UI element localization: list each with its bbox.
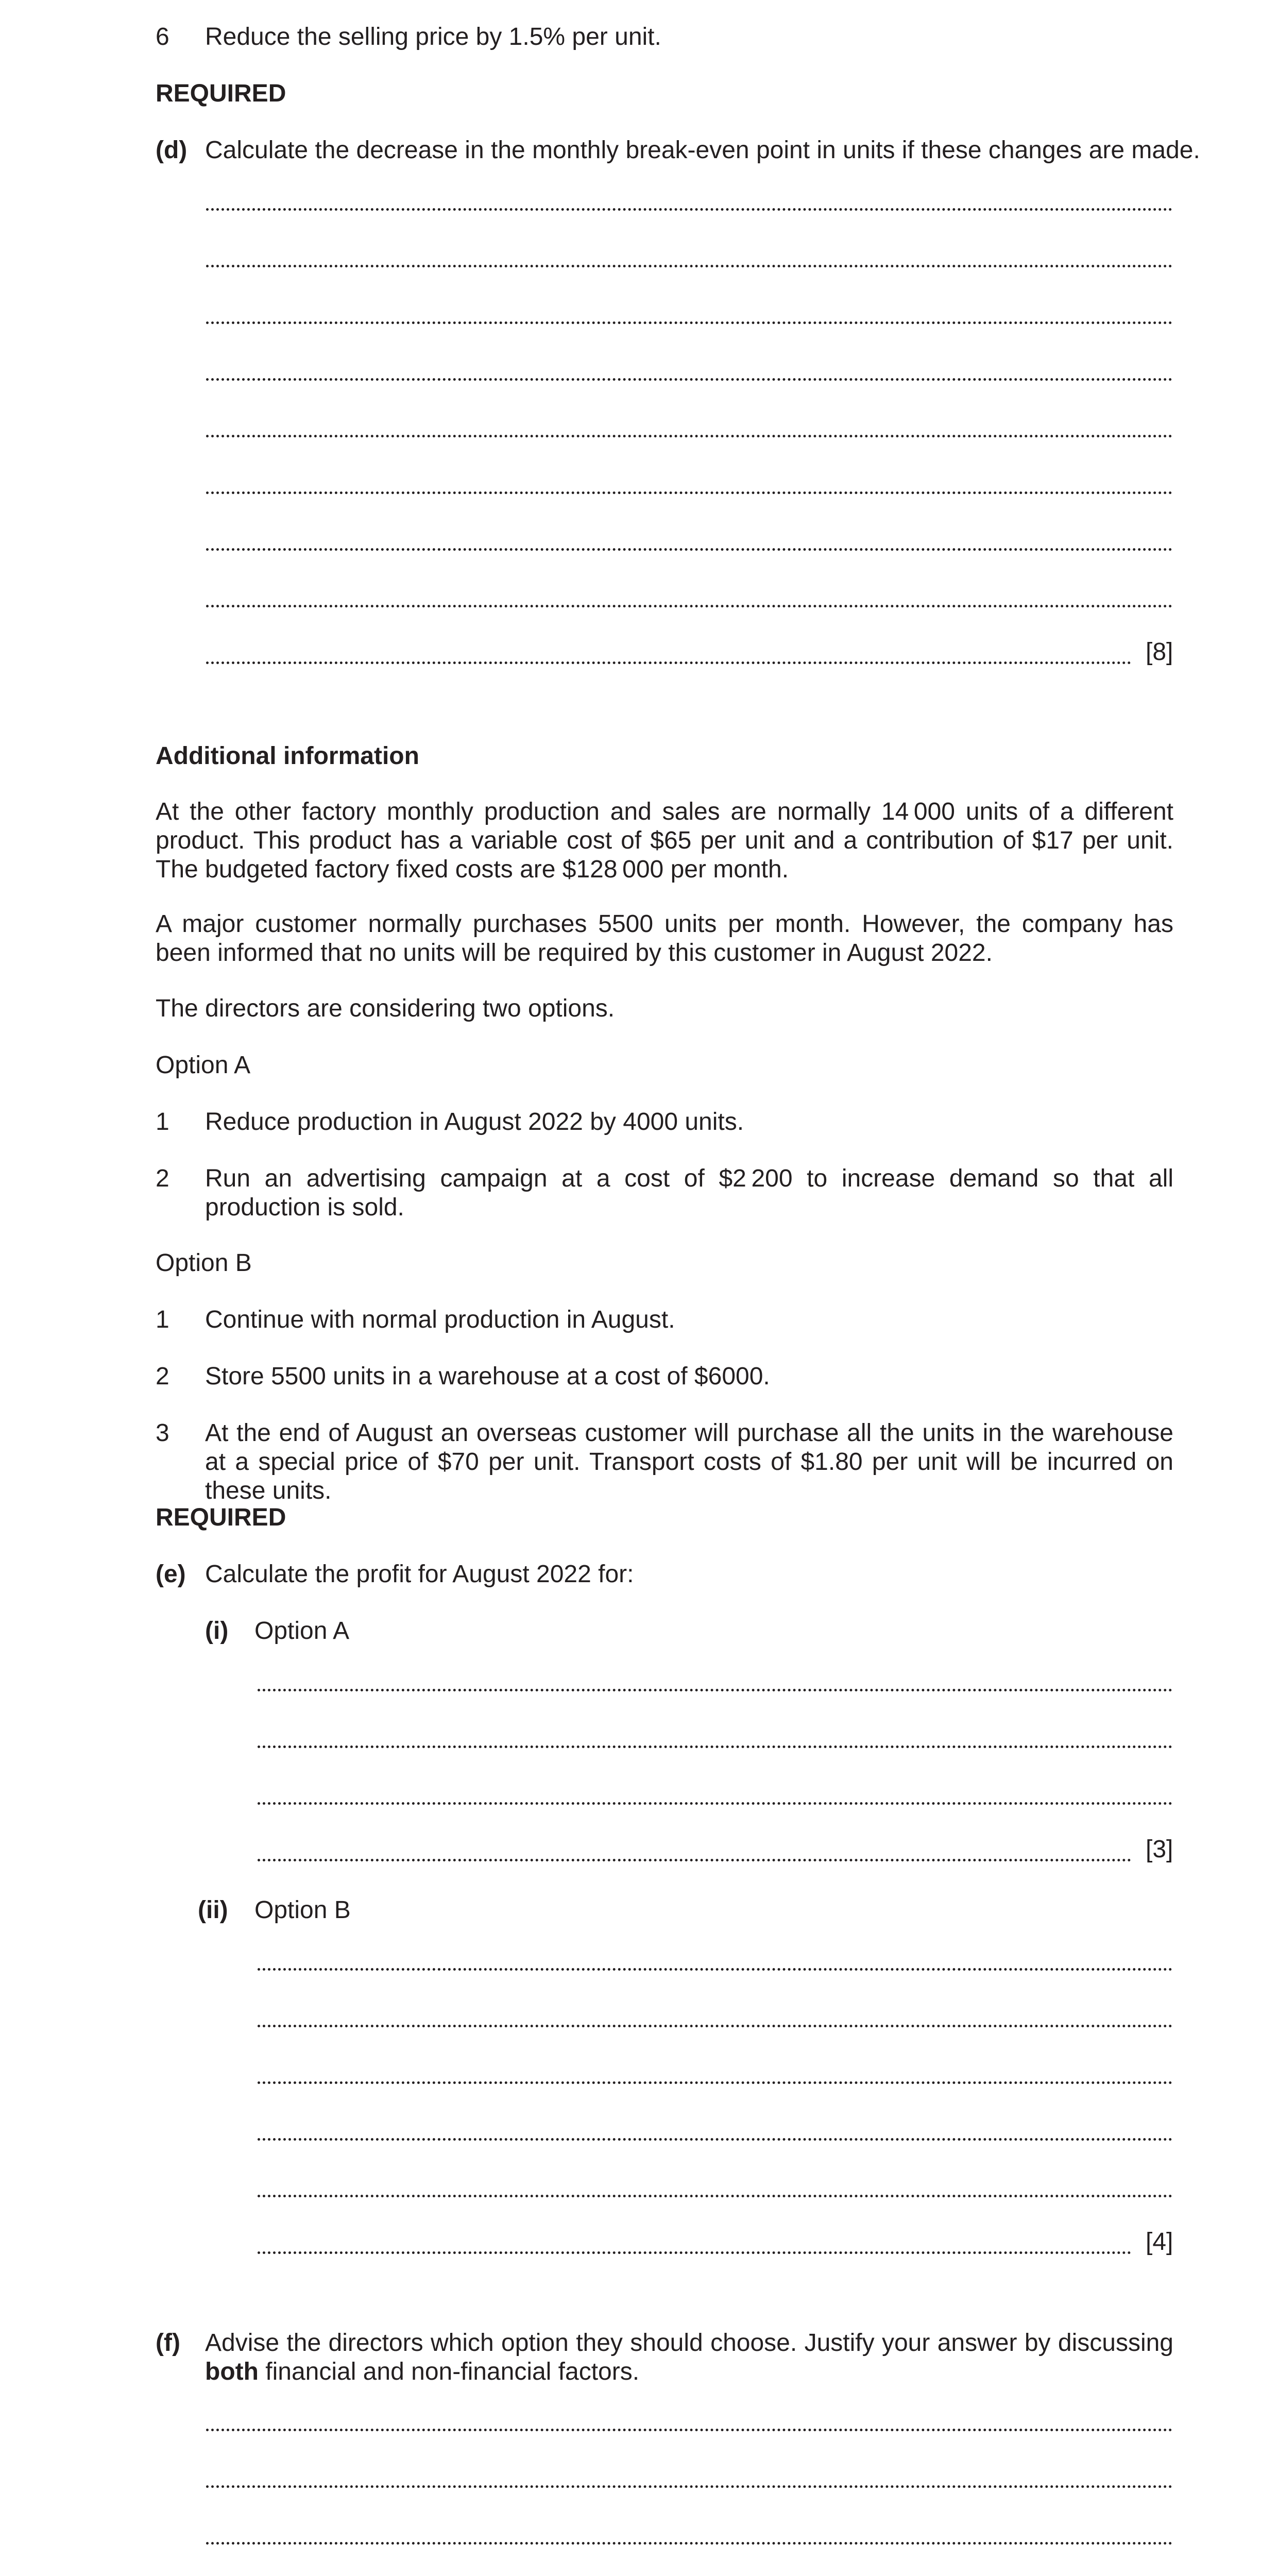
option-a-title: Option A xyxy=(156,1052,251,1079)
question-label-d: (d) xyxy=(156,137,188,164)
required-heading: REQUIRED xyxy=(156,80,286,107)
required-heading: REQUIRED xyxy=(156,1504,286,1531)
answer-line[interactable] xyxy=(206,605,1172,607)
answer-line[interactable] xyxy=(206,2429,1172,2431)
additional-info-heading: Additional information xyxy=(156,742,419,770)
answer-line[interactable] xyxy=(206,378,1172,381)
answer-line[interactable] xyxy=(206,2542,1172,2545)
step-number: 6 xyxy=(156,23,169,50)
answer-line[interactable] xyxy=(258,2138,1172,2141)
answer-line[interactable] xyxy=(258,2081,1172,2084)
option-b-item-number: 3 xyxy=(156,1419,169,1447)
option-b-item-text: At the end of August an overseas customer will purchase all the units in the warehouse at a special price of $70 per unit. Transport costs of $1.80 per unit will be incurred on these units. xyxy=(205,1419,1173,1504)
answer-line[interactable] xyxy=(258,1689,1172,1691)
answer-line[interactable] xyxy=(258,1859,1131,1861)
additional-info-para-3: The directors are considering two options. xyxy=(156,995,615,1022)
option-b-item-text: Store 5500 units in a warehouse at a cost of $6000. xyxy=(205,1363,770,1390)
option-b-title: Option B xyxy=(156,1249,252,1277)
subquestion-text-ii: Option B xyxy=(254,1896,351,1924)
subquestion-text-i: Option A xyxy=(254,1617,350,1645)
additional-info-para-1: At the other factory monthly production and sales are normally 14 000 units of a different product. This product has a variable cost of $65 per unit and a contribution of $17 per unit. The budgeted factory fixed costs are $128 000 per month. xyxy=(156,798,1173,883)
option-b-item-text: Continue with normal production in August. xyxy=(205,1306,675,1333)
option-a-item-number: 2 xyxy=(156,1165,169,1192)
option-b-item-number: 1 xyxy=(156,1306,169,1333)
question-text-f-end: financial and non-financial factors. xyxy=(258,2358,640,2385)
answer-line[interactable] xyxy=(206,265,1172,267)
answer-line[interactable] xyxy=(258,2251,1131,2254)
answer-line[interactable] xyxy=(258,2025,1172,2027)
option-a-item-number: 1 xyxy=(156,1108,169,1136)
question-label-e: (e) xyxy=(156,1561,186,1588)
option-a-item-text: Run an advertising campaign at a cost of $2 200 to increase demand so that all production is sold. xyxy=(205,1165,1173,1221)
question-text-f-start: Advise the directors which option they should choose. Justify your answer by discussing xyxy=(205,2329,1173,2357)
marks-d: [8] xyxy=(1146,638,1173,666)
marks-e-ii: [4] xyxy=(1146,2228,1173,2256)
answer-line[interactable] xyxy=(258,1802,1172,1805)
answer-line[interactable] xyxy=(258,1968,1172,1971)
answer-line[interactable] xyxy=(258,2195,1172,2197)
marks-e-i: [3] xyxy=(1146,1836,1173,1863)
question-text-d: Calculate the decrease in the monthly break-even point in units if these changes are made. xyxy=(205,137,1200,164)
answer-line[interactable] xyxy=(206,321,1172,324)
answer-line[interactable] xyxy=(206,548,1172,551)
answer-line[interactable] xyxy=(206,492,1172,494)
question-text-f xyxy=(205,2329,1173,2386)
step-text: Reduce the selling price by 1.5% per unit. xyxy=(205,23,661,50)
option-b-item-number: 2 xyxy=(156,1363,169,1390)
question-text-e: Calculate the profit for August 2022 for: xyxy=(205,1561,634,1588)
emphasis-both: both xyxy=(205,2358,259,2385)
question-label-f: (f) xyxy=(156,2329,180,2357)
option-a-item-text: Reduce production in August 2022 by 4000 units. xyxy=(205,1108,744,1136)
subquestion-label-ii: (ii) xyxy=(198,1896,228,1924)
answer-line[interactable] xyxy=(258,1745,1172,1748)
subquestion-label-i: (i) xyxy=(205,1617,229,1645)
answer-line[interactable] xyxy=(206,435,1172,437)
answer-line[interactable] xyxy=(206,208,1172,211)
answer-line[interactable] xyxy=(206,2485,1172,2488)
answer-line[interactable] xyxy=(206,662,1131,664)
additional-info-para-2: A major customer normally purchases 5500 units per month. However, the company has been informed that no units will be required by this customer in August 2022. xyxy=(156,910,1173,967)
